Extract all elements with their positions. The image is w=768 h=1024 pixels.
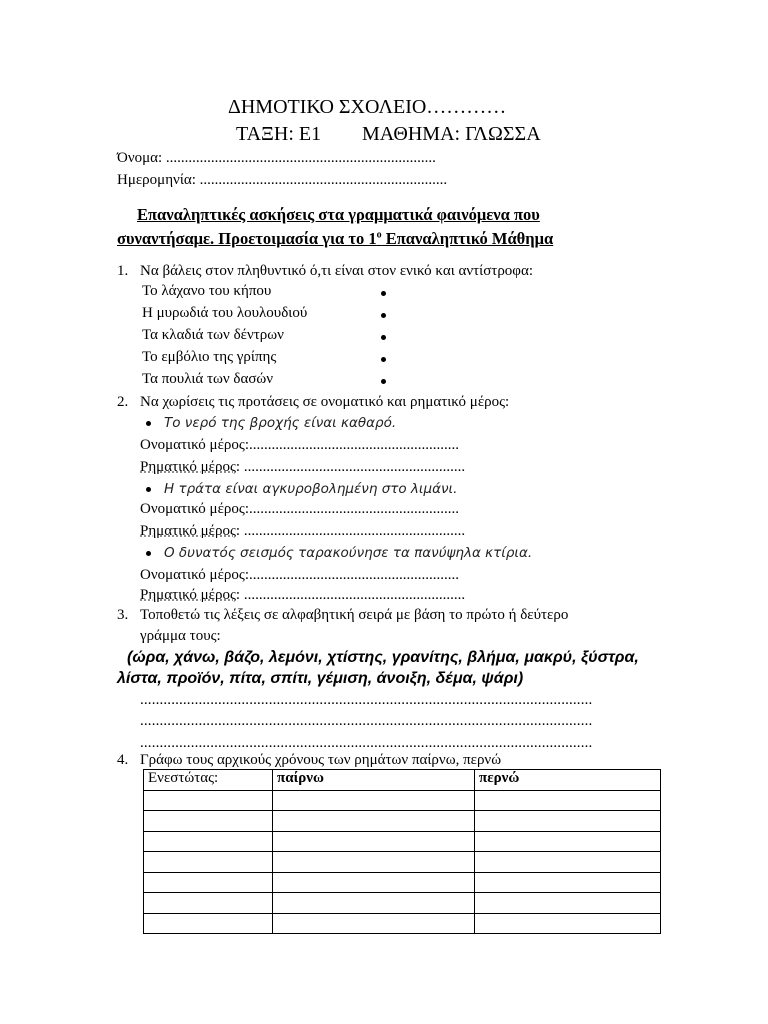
class-label: ΤΑΞΗ: Ε1	[236, 123, 322, 145]
sentence-3: Ο δυνατός σεισμός ταρακούνησε τα πανύψηλα κτίρια.	[164, 545, 533, 561]
column-header-perno: περνώ	[475, 770, 661, 791]
exercise-3-prompt: Τοποθετώ τις λέξεις σε αλφαβητική σειρά με βάση το πρώτο ή δεύτερο	[140, 607, 569, 623]
table-cell[interactable]	[144, 852, 273, 873]
bullet-icon	[381, 379, 386, 384]
table-cell[interactable]	[144, 872, 273, 893]
table-cell[interactable]	[144, 790, 273, 811]
exercise-1-number: 1.	[117, 263, 129, 279]
answer-line: ....................................................................................................................	[140, 713, 593, 729]
bullet-icon	[381, 313, 386, 318]
bullet-icon	[146, 551, 151, 556]
table-cell[interactable]	[475, 811, 661, 832]
table-cell[interactable]	[144, 913, 273, 934]
table-cell[interactable]	[273, 852, 475, 873]
exercise-2-prompt: Να χωρίσεις τις προτάσεις σε ονοματικό και ρηματικό μέρος:	[140, 394, 510, 410]
subject-label: ΜΑΘΗΜΑ: ΓΛΩΣΣΑ	[362, 123, 541, 145]
school-name: ΔΗΜΟΤΙΚΟ ΣΧΟΛΕΙΟ…………	[228, 96, 507, 118]
table-row	[144, 811, 661, 832]
table-cell[interactable]	[273, 872, 475, 893]
table-cell[interactable]	[475, 790, 661, 811]
table-cell[interactable]	[475, 893, 661, 914]
bullet-icon	[146, 487, 151, 492]
table-row	[144, 790, 661, 811]
nominal-part-field: Ονοματικό μέρος:........................................................	[140, 437, 459, 453]
column-header-pairno: παίρνω	[273, 770, 475, 791]
answer-line: ....................................................................................................................	[140, 735, 593, 751]
table-cell[interactable]	[475, 852, 661, 873]
verbal-part-field: Ρηματικό μέρος: ...........................................................	[140, 587, 466, 603]
table-cell[interactable]	[144, 831, 273, 852]
worksheet-heading-line2: συναντήσαμε. Προετοιμασία για το $1^o$ Επαναληπτικό Μάθημα	[117, 229, 554, 248]
table-cell[interactable]	[273, 831, 475, 852]
name-field: Όνομα: ........................................................................	[117, 150, 436, 166]
date-field: Ημερομηνία: ..................................................................	[117, 172, 448, 188]
worksheet-heading-line1: Επαναληπτικές ασκήσεις στα γραμματικά φαινόμενα που	[137, 205, 540, 224]
phrase-item: Το λάχανο του κήπου	[142, 283, 272, 299]
answer-line: ....................................................................................................................	[140, 692, 593, 708]
table-row	[144, 872, 661, 893]
bullet-icon	[381, 357, 386, 362]
verbal-part-field: Ρηματικό μέρος: ...........................................................	[140, 523, 466, 539]
table-row	[144, 852, 661, 873]
bullet-icon	[381, 291, 386, 296]
table-cell[interactable]	[475, 872, 661, 893]
bullet-icon	[381, 335, 386, 340]
exercise-3-number: 3.	[117, 607, 129, 623]
sentence-2: Η τράτα είναι αγκυροβολημένη στο λιμάνι.	[164, 481, 458, 497]
word-list-line2: λίστα, προϊόν, πίτα, σπίτι, γέμιση, άνοιξη, δέμα, ψάρι)	[117, 670, 524, 687]
phrase-item: Η μυρωδιά του λουλουδιού	[142, 305, 308, 321]
phrase-item: Τα κλαδιά των δέντρων	[142, 327, 284, 343]
table-cell[interactable]	[475, 831, 661, 852]
nominal-part-field: Ονοματικό μέρος:........................................................	[140, 567, 459, 583]
bullet-icon	[146, 421, 151, 426]
phrase-item: Το εμβόλιο της γρίπης	[142, 349, 277, 365]
exercise-4-number: 4.	[117, 752, 129, 768]
exercise-3-prompt-cont: γράμμα τους:	[140, 628, 221, 644]
table-cell[interactable]	[273, 893, 475, 914]
table-cell[interactable]	[144, 811, 273, 832]
tense-table	[143, 769, 661, 934]
exercise-4-prompt: Γράφω τους αρχικούς χρόνους των ρημάτων παίρνω, περνώ	[140, 752, 502, 768]
column-header-present: Ενεστώτας:	[144, 770, 273, 791]
exercise-1-prompt: Να βάλεις στον πληθυντικό ό,τι είναι στον ενικό και αντίστροφα:	[140, 263, 533, 279]
table-row	[144, 831, 661, 852]
verbal-part-field: Ρηματικό μέρος: ...........................................................	[140, 459, 466, 475]
phrase-item: Τα πουλιά των δασών	[142, 371, 274, 387]
table-row	[144, 913, 661, 934]
table-cell[interactable]	[475, 913, 661, 934]
nominal-part-field: Ονοματικό μέρος:........................................................	[140, 501, 459, 517]
table-cell[interactable]	[273, 913, 475, 934]
word-list-line1: (ώρα, χάνω, βάζο, λεμόνι, χτίστης, γρανίτης, βλήμα, μακρύ, ξύστρα,	[127, 649, 639, 666]
sentence-1: Το νερό της βροχής είναι καθαρό.	[164, 415, 397, 431]
table-cell[interactable]	[144, 893, 273, 914]
table-row	[144, 893, 661, 914]
table-cell[interactable]	[273, 790, 475, 811]
table-cell[interactable]	[273, 811, 475, 832]
table-header-row	[144, 770, 661, 791]
exercise-2-number: 2.	[117, 394, 129, 410]
